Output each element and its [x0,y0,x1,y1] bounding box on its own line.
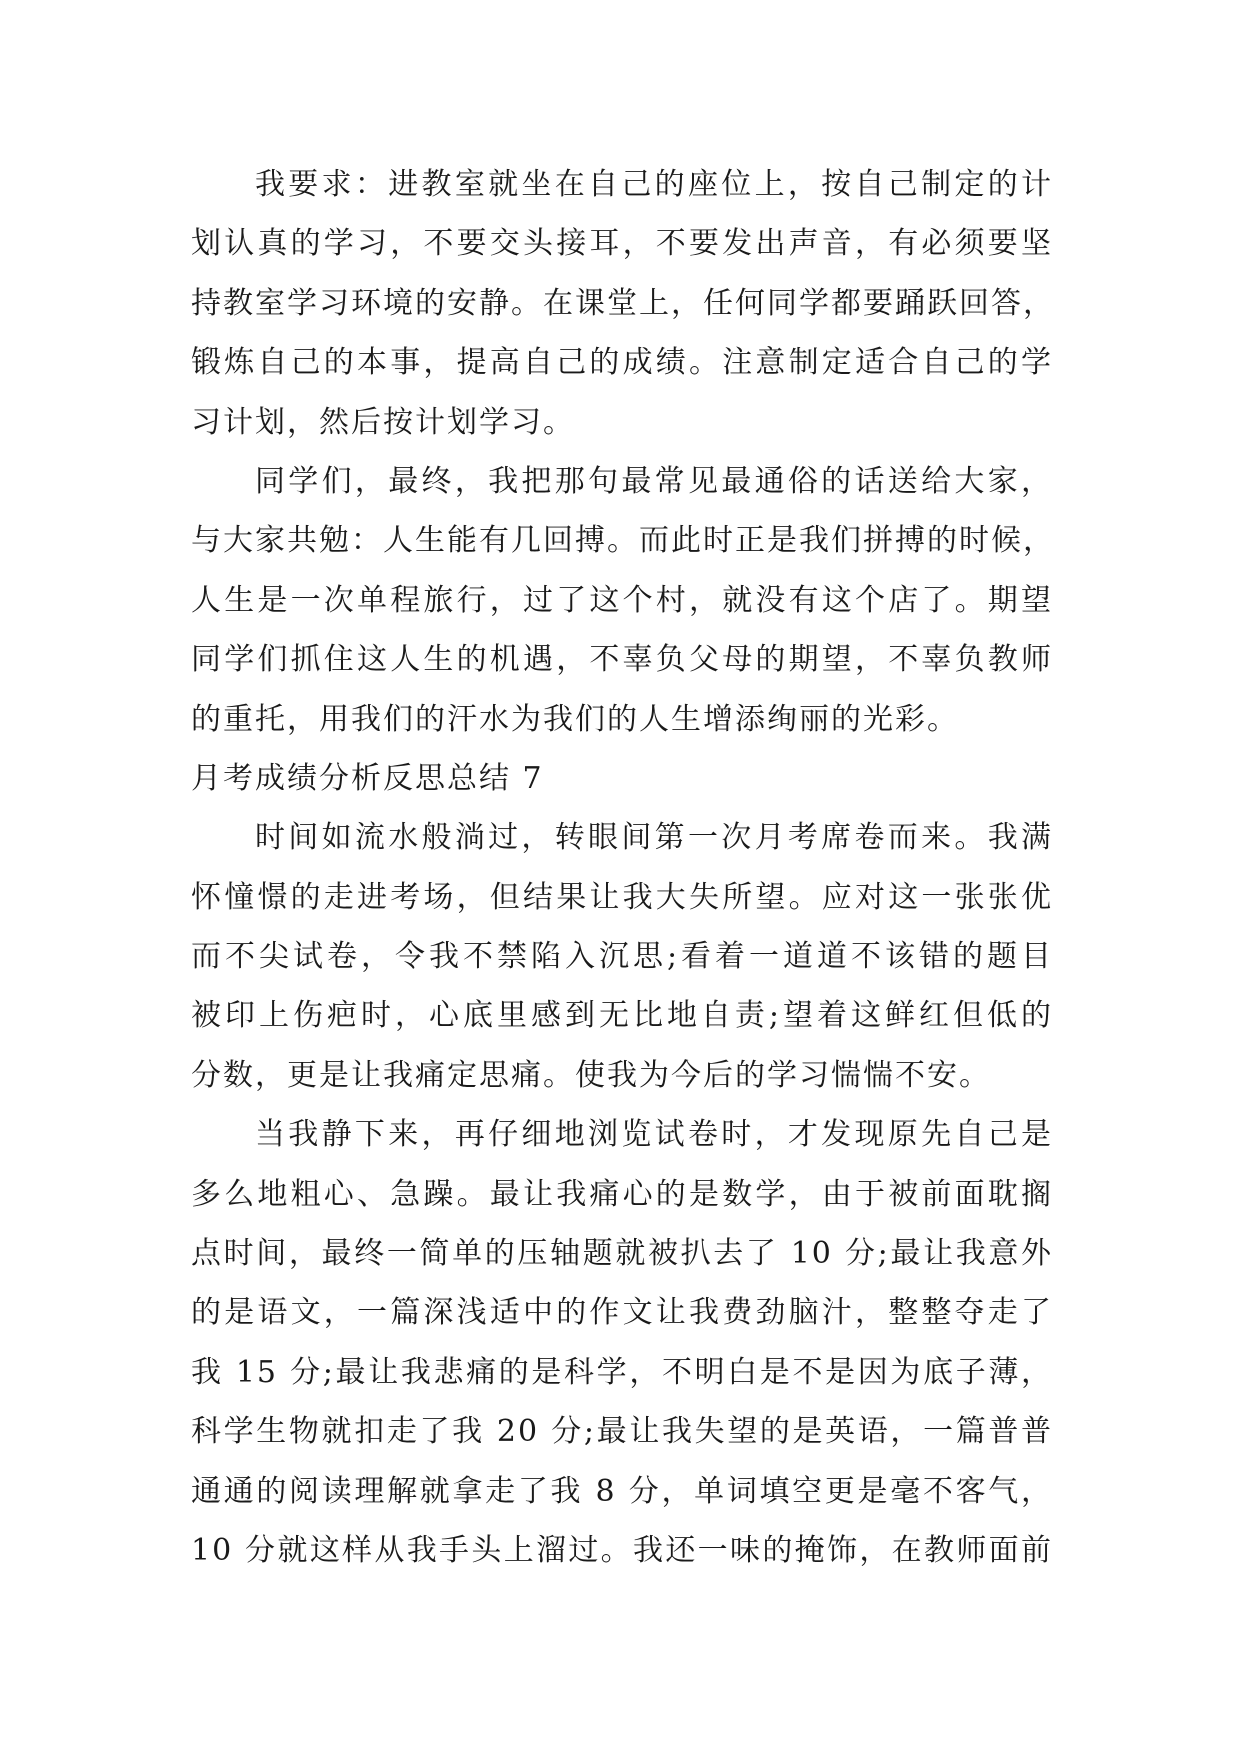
text-line: 的是语文，一篇深浅适中的作文让我费劲脑汁，整整夺走了 [191,1295,1053,1331]
text-line: 被印上伤疤时，心底里感到无比地自责;望着这鲜红但低的 [191,998,1053,1034]
text-line: 通通的阅读理解就拿走了我 8 分，单词填空更是毫不客气， [191,1473,1053,1509]
text-line: 时间如流水般淌过，转眼间第一次月考席卷而来。我满 [255,820,1053,856]
text-line: 我要求：进教室就坐在自己的座位上，按自己制定的计 [255,167,1053,202]
text-line: 的重托，用我们的汗水为我们的人生增添绚丽的光彩。 [191,701,959,737]
text-line: 点时间，最终一简单的压轴题就被扒去了 10 分;最让我意外 [191,1236,1053,1272]
text-line: 而不尖试卷，令我不禁陷入沉思;看着一道道不该错的题目 [191,939,1053,975]
text-line: 10 分就这样从我手头上溜过。我还一味的掩饰，在教师面前 [191,1532,1053,1568]
text-line: 人生是一次单程旅行，过了这个村，就没有这个店了。期望 [191,582,1053,618]
text-line: 锻炼自己的本事，提高自己的成绩。注意制定适合自己的学 [191,345,1053,381]
text-line: 同学们抓住这人生的机遇，不辜负父母的期望，不辜负教师 [191,642,1053,678]
text-line: 科学生物就扣走了我 20 分;最让我失望的是英语，一篇普普 [191,1414,1053,1450]
text-line: 习计划，然后按计划学习。 [191,404,575,440]
text-line: 分数，更是让我痛定思痛。使我为今后的学习惴惴不安。 [191,1057,991,1093]
text-line: 怀憧憬的走进考场，但结果让我大失所望。应对这一张张优 [191,879,1053,915]
text-line: 划认真的学习，不要交头接耳，不要发出声音，有必须要坚 [191,226,1053,262]
text-line: 同学们，最终，我把那句最常见最通俗的话送给大家， [255,463,1053,499]
text-line: 我 15 分;最让我悲痛的是科学，不明白是不是因为底子薄， [191,1354,1053,1390]
text-line: 与大家共勉：人生能有几回搏。而此时正是我们拼搏的时候， [191,523,1055,559]
document-page [191,155,1053,1580]
section-heading: 月考成绩分析反思总结 7 [191,760,544,796]
text-line: 持教室学习环境的安静。在课堂上，任何同学都要踊跃回答， [191,285,1055,321]
text-line: 多么地粗心、急躁。最让我痛心的是数学，由于被前面耽搁 [191,1176,1053,1212]
text-line: 当我静下来，再仔细地浏览试卷时，才发现原先自己是 [255,1117,1053,1153]
